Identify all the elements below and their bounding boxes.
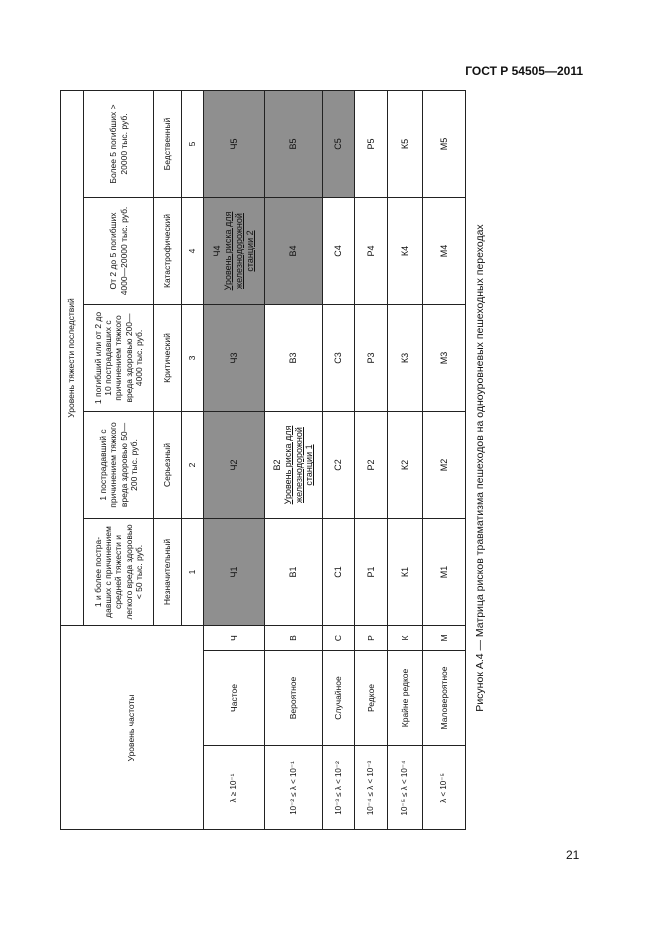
risk-cell-v3: В3 [265, 304, 323, 411]
row-letter-5: М [423, 625, 466, 650]
document-id: ГОСТ Р 54505—2011 [465, 64, 583, 78]
risk-cell-m3: М3 [423, 304, 466, 411]
risk-cell-ch1: Ч1 [204, 518, 265, 625]
risk-cell-ch2: Ч2 [204, 411, 265, 518]
severity-num-1: 1 [182, 518, 204, 625]
cell-code-ch4: Ч4 [212, 245, 223, 257]
risk-cell-v4: В4 [265, 197, 323, 304]
row-range-4: 10⁻⁵ ≤ λ < 10⁻⁴ [388, 745, 423, 830]
severity-desc-2: 1 пострадавший с причинением тяжкого вреда здоровью 50—200 тыс. руб. [84, 411, 154, 518]
row-letter-2: С [323, 625, 355, 650]
row-name-1: Вероятное [265, 650, 323, 745]
severity-desc-3: 1 погибший или от 2 до 10 пострадавших с причинением тяжкого вреда здоровью 200—4000 тыс. руб. [84, 304, 154, 411]
risk-cell-v5: В5 [265, 90, 323, 197]
risk-cell-k1: К1 [388, 518, 423, 625]
cell-code-v2: В2 [271, 459, 282, 471]
severity-name-3: Критический [154, 304, 182, 411]
page-number: 21 [566, 848, 580, 862]
station-1-risk-label: Уровень риска для железнодорожной станции 1 [282, 425, 315, 505]
row-range-2: 10⁻³ ≤ λ < 10⁻² [323, 745, 355, 830]
row-letter-3: Р [355, 625, 388, 650]
row-range-0: λ ≥ 10⁻¹ [204, 745, 265, 830]
station-2-risk-label: Уровень риска для железнодорожной станции 2 [223, 211, 255, 291]
risk-cell-s2: С2 [323, 411, 355, 518]
severity-header: Уровень тяжести последствий [60, 90, 84, 625]
row-range-1: 10⁻² ≤ λ < 10⁻¹ [265, 745, 323, 830]
risk-cell-k4: К4 [388, 197, 423, 304]
severity-num-3: 3 [182, 304, 204, 411]
severity-name-5: Бедственный [154, 90, 182, 197]
risk-cell-ch5: Ч5 [204, 90, 265, 197]
severity-desc-1: 1 и более постра-давших с причинением средней тяжести и легкого вреда здоровью < 50 тыс. руб. [84, 518, 154, 625]
severity-num-2: 2 [182, 411, 204, 518]
row-range-3: 10⁻⁴ ≤ λ < 10⁻³ [355, 745, 388, 830]
risk-cell-s1: С1 [323, 518, 355, 625]
severity-desc-5: Более 5 погибших > 20000 тыс. руб. [84, 90, 154, 197]
risk-cell-ch4 [204, 197, 265, 304]
row-letter-0: Ч [204, 625, 265, 650]
severity-desc-4: От 2 до 5 погибших 4000—20000 тыс. руб. [84, 197, 154, 304]
risk-cell-m5: М5 [423, 90, 466, 197]
row-name-5: Маловероятное [423, 650, 466, 745]
figure-caption: Рисунок А.4 — Матрица рисков травматизма пешеходов на одноуровневых пешеходных переходах [474, 224, 486, 712]
risk-cell-s5: С5 [323, 90, 355, 197]
row-name-0: Частое [204, 650, 265, 745]
risk-cell-v2 [265, 411, 323, 518]
risk-cell-k3: К3 [388, 304, 423, 411]
risk-cell-r5: Р5 [355, 90, 388, 197]
risk-cell-k5: К5 [388, 90, 423, 197]
risk-cell-m2: М2 [423, 411, 466, 518]
row-name-3: Редкое [355, 650, 388, 745]
row-letter-1: В [265, 625, 323, 650]
row-letter-4: К [388, 625, 423, 650]
severity-name-4: Катастрофический [154, 197, 182, 304]
risk-cell-s4: С4 [323, 197, 355, 304]
severity-num-4: 4 [182, 197, 204, 304]
severity-name-1: Незначительный [154, 518, 182, 625]
risk-cell-r4: Р4 [355, 197, 388, 304]
risk-cell-m1: М1 [423, 518, 466, 625]
risk-cell-s3: С3 [323, 304, 355, 411]
risk-cell-v1: В1 [265, 518, 323, 625]
severity-num-5: 5 [182, 90, 204, 197]
risk-cell-k2: К2 [388, 411, 423, 518]
row-name-4: Крайне редкое [388, 650, 423, 745]
frequency-header: Уровень частоты [60, 625, 204, 830]
risk-cell-ch3: Ч3 [204, 304, 265, 411]
risk-matrix-table [60, 90, 466, 830]
risk-cell-r3: Р3 [355, 304, 388, 411]
risk-cell-r2: Р2 [355, 411, 388, 518]
row-range-5: λ < 10⁻⁵ [423, 745, 466, 830]
row-name-2: Случайное [323, 650, 355, 745]
risk-cell-m4: М4 [423, 197, 466, 304]
risk-cell-r1: Р1 [355, 518, 388, 625]
severity-name-2: Серьезный [154, 411, 182, 518]
